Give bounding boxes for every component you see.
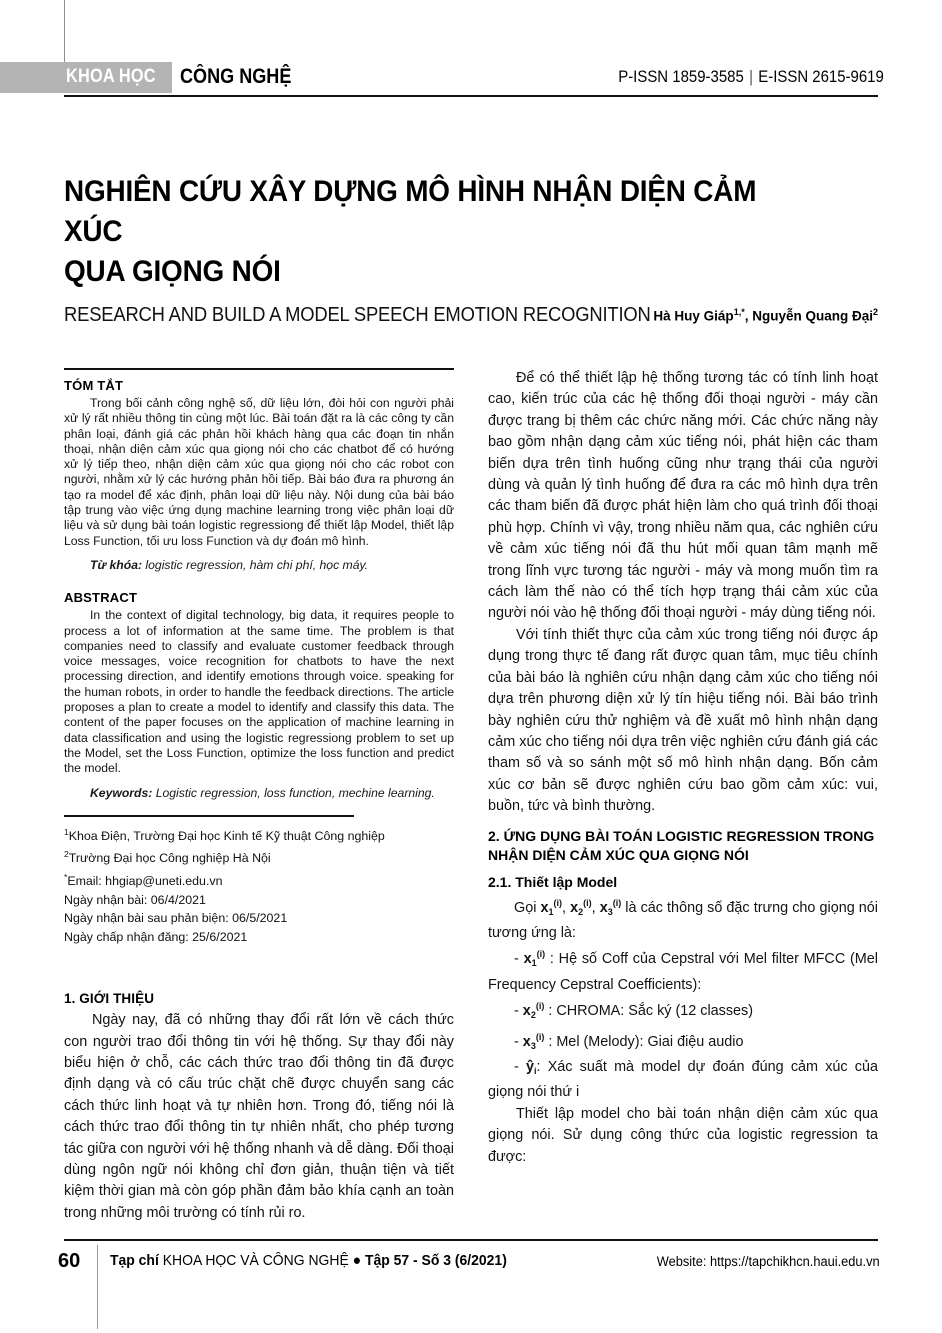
x3-sup: (i)	[612, 897, 622, 908]
intro-sep-2: ,	[591, 899, 600, 916]
x1-sup: (i)	[553, 897, 563, 908]
heading-section-1: 1. GIỚI THIỆU	[64, 991, 155, 1007]
math-var-x2	[570, 897, 592, 917]
header-band	[0, 62, 942, 93]
b2-sup: (i)	[535, 1001, 545, 1012]
affiliation-1	[64, 823, 454, 846]
x1-base: x	[540, 899, 549, 916]
bullet-2-text: : CHROMA: Sắc ký (12 classes)	[544, 1003, 754, 1020]
spacer-3	[64, 963, 454, 980]
keywords-vi-value: logistic regression, hàm chi phí, học máy.	[142, 557, 369, 572]
header-badge-khoahoc: KHOA HỌC	[66, 66, 156, 87]
x1-sub: 1	[548, 906, 554, 917]
b1-base: x	[523, 951, 532, 968]
yhat-base: ŷ	[525, 1058, 534, 1075]
section1-paragraph-1: Ngày nay, đã có những thay đổi rất lớn về cách thức con người trao đổi thông tin với hệ thống. Sự thay đổi này biểu hiện ở chỗ, các cách thức trao đổi thông tin đã được định dạng và có cấu trúc chặt chẽ được chuyển sang các cách thức linh hoạt và tự nhiên hơn. Trong đó, tiếng nói là cách thức trao đổi thông tin tự nhiên nhất, cho phép tương tác giữa con người với hệ thống nhanh và dễ dàng. Đối thoại dùng ngôn ngữ nói không chỉ đơn giản, thuận tiện và tiết kiệm thời gian mà còn góp phần đảm bảo khía cạnh an toàn trong những môi trường có tính rủi ro.	[64, 1012, 454, 1221]
issn-online: E-ISSN 2615-9619	[758, 67, 884, 86]
date-revised: Ngày nhận bài sau phản biện: 06/5/2021	[64, 911, 288, 926]
affiliation-block	[64, 823, 454, 946]
left-column	[64, 368, 454, 1224]
spacer-1	[64, 573, 454, 590]
footer-vertical-rule	[97, 1245, 98, 1329]
title-vn-line1: NGHIÊN CỨU XÂY DỰNG MÔ HÌNH NHẬN DIỆN CẢM XÚC	[64, 175, 757, 248]
email-text: Email: hhgiap@uneti.edu.vn	[67, 874, 223, 889]
footer-journal-name: KHOA HỌC VÀ CÔNG NGHỆ	[162, 1252, 349, 1269]
footer-journal-prefix: Tạp chí	[110, 1252, 163, 1269]
math-var-b3	[522, 1031, 545, 1051]
intro-post: là các thông số đặc trưng cho giọng nói tương ứng là:	[488, 899, 878, 941]
date-received: Ngày nhận bài: 06/4/2021	[64, 892, 206, 907]
b1-sub: 1	[531, 958, 537, 969]
author-line	[64, 307, 878, 324]
footer-journal-info	[110, 1252, 507, 1269]
abstract-vietnamese-body: Trong bối cảnh công nghệ số, dữ liệu lớn, đòi hỏi con người phải xử lý rất nhiều thông tin cùng một lúc. Bài toán đặt ra là các công ty cần phân loại, đánh giá các phản hồi khách hàng qua các đoạn tin nhắn thoại, nhận diện cảm xúc qua giọng nói cho các chatbot để có hướng xử lý tiếp theo, nhận diện cảm xúc qua giọng nói cho các robot con người, nhằm xử lý các hướng phản hồi tiếp. Bài báo đưa ra phương án tạo ra model để xác định, phân loại dữ liệu này. Nội dung của bài báo tập trung vào việc ứng dụng machine learning trong việc phân loại dữ liệu và sử dụng bài toán logistic regressiong để thiết lập Model, thiết lập Loss Function, tối ưu loss Function và dự đoán mô hình.	[64, 396, 454, 548]
author-name-2: Nguyễn Quang Đại	[752, 308, 873, 324]
math-var-b2	[523, 1003, 545, 1019]
b2-base: x	[522, 1003, 531, 1020]
keywords-en-label: Keywords:	[90, 785, 153, 800]
footer-volume: Tập 57 - Số 3 (6/2021)	[364, 1252, 507, 1269]
affiliation-2-text: Trường Đại học Công nghiệp Hà Nội	[68, 851, 271, 866]
heading-tomtat: TÓM TẮT	[64, 378, 124, 393]
math-var-x3	[599, 897, 622, 917]
affiliation-1-text: Khoa Điện, Trường Đại học Kinh tế Kỹ thuật Công nghiệp	[68, 828, 385, 843]
corresponding-email	[64, 868, 454, 891]
x2-sub: 2	[578, 906, 584, 917]
keywords-english	[64, 786, 454, 801]
footer-rule	[64, 1239, 878, 1241]
keywords-en-value: Logistic regression, loss function, mechine learning.	[152, 785, 435, 800]
heading-abstract: ABSTRACT	[64, 590, 138, 606]
affiliation-2-sup: 2	[64, 849, 69, 860]
spacer-2	[64, 946, 454, 963]
b1-sup: (i)	[536, 949, 546, 960]
intro-sep-1: ,	[562, 899, 571, 916]
math-var-x1	[540, 897, 563, 917]
x3-base: x	[599, 899, 608, 916]
feature-bullet-3	[488, 1027, 878, 1057]
issn-separator: |	[749, 67, 754, 86]
footer-website: Website: https://tapchikhcn.haui.edu.vn	[657, 1254, 880, 1269]
header-issn	[618, 67, 884, 87]
bullet-3-dash: -	[514, 1033, 523, 1050]
math-var-b1	[524, 951, 546, 967]
b3-sub: 3	[530, 1040, 536, 1051]
x2-sup: (i)	[583, 897, 592, 908]
bullet-1-text: : Hệ số Coff của Cepstral với Mel filter MFCC (Mel Frequency Cepstral Coefficients):	[488, 951, 878, 993]
b3-base: x	[522, 1033, 531, 1050]
author-comma: ,	[744, 308, 753, 324]
affiliation-rule	[64, 815, 354, 817]
issn-print: P-ISSN 1859-3585	[618, 67, 744, 86]
email-sup: *	[64, 872, 68, 883]
footer-page-number: 60	[58, 1250, 81, 1272]
heading-section-2: 2. ỨNG DỤNG BÀI TOÁN LOGISTIC REGRESSION TRONG NHẬN DIỆN CẢM XÚC QUA GIỌNG NÓI	[488, 827, 875, 863]
bullet-2-dash: -	[514, 1003, 523, 1020]
author-name-1: Hà Huy Giáp	[653, 308, 734, 324]
bullet-4-dash: -	[514, 1058, 526, 1075]
section2-intro	[488, 893, 878, 945]
heading-section-2-1: 2.1. Thiết lập Model	[488, 873, 618, 890]
keywords-vi-label: Từ khóa:	[90, 557, 143, 572]
feature-bullet-1	[488, 944, 878, 996]
affiliation-2	[64, 845, 454, 868]
author-sup-2: 2	[872, 307, 878, 317]
b3-sup: (i)	[535, 1031, 545, 1042]
page-title-english: RESEARCH AND BUILD A MODEL SPEECH EMOTION RECOGNITION	[64, 304, 651, 326]
date-accepted: Ngày chấp nhận đăng: 25/6/2021	[64, 929, 248, 944]
b2-sub: 2	[530, 1010, 536, 1021]
title-vn-line2: QUA GIỌNG NÓI	[64, 255, 281, 288]
header-badge-congnghe: CÔNG NGHỆ	[180, 65, 292, 88]
header-top-vertical-rule	[64, 0, 65, 62]
bullet-3-text: : Mel (Melody): Giai điệu audio	[544, 1033, 744, 1050]
intro-pre: Gọi	[514, 899, 541, 916]
x3-sub: 3	[607, 906, 613, 917]
left-column-rule	[64, 368, 454, 370]
feature-bullet-2	[488, 996, 878, 1026]
section1-paragraph-2: Để có thể thiết lập hệ thống tương tác có tính linh hoạt cao, kiến trúc của các hệ thống đối thoại người - máy cần được trang bị thêm các chức năng mới. Các chức năng này bao gồm nhận dạng cảm xúc tiếng nói, phát hiện các tham biến dựa trên tình huống cũng như trạng thái của người dùng và quản lý tình huống để đưa ra các mô hình dựa trên các tham biến đã được phát hiện làm cho quá trình đối thoại phù hợp. Chính vì vậy, trong nhiều năm qua, các nghiên cứu về cảm xúc tiếng nói đã thu hút mối quan tâm mạnh mẽ trong lĩnh vực tương tác người - máy và mong muốn tìm ra cách làm thế nào có thể tích hợp trạng thái cảm xúc của người nói vào hệ thống đối thoại người - máy dùng tiếng nói.	[488, 370, 878, 622]
abstract-english-body: In the context of digital technology, big data, it requires people to process a lot of information at the same time. The problem is that companies need to classify and evaluate customer feedback through voice messages, voice recognition for chatbots to have the next processing direction, and identify emotions through voice. speaking for the human robots, in order to handle the feedback directions. The article proposes a plan to create a model to identify and classify this data. The content of the paper focuses on the application of machine learning in data classification and using the logistic regressiong problem to set up the Model, set the Loss Function, optimize the loss function and predict the model.	[64, 608, 454, 776]
page-title-vietnamese	[64, 172, 821, 292]
author-sup-1: 1,*	[733, 307, 745, 317]
section1-paragraph-3: Với tính thiết thực của cảm xúc trong tiếng nói được áp dụng trong thực tế đang rất được quan tâm, mục tiêu chính của bài báo là nghiên cứu nhận dạng cảm xúc cho tiếng nói dựa trên phương diện xử lý tín hiệu tiếng nói. Bài báo trình bày nghiên cứu thử nghiệm và đề xuất mô hình nhận dạng cảm xúc cho tiếng nói dựa trên việc nghiên cứu đánh giá các tham số và so sánh một số mô hình nhận dạng. Bốn cảm xúc cơ bản sẽ được nghiên cứu bao gồm cảm xúc: vui, buồn, tức và bình thường.	[488, 626, 878, 815]
affiliation-1-sup: 1	[64, 826, 69, 837]
title-block	[64, 172, 878, 327]
feature-bullet-4	[488, 1057, 878, 1104]
x2-base: x	[570, 899, 579, 916]
bullet-4-text: : Xác suất mà model dự đoán đúng cảm xúc của giọng nói thứ i	[488, 1058, 878, 1101]
footer-bullet: ●	[348, 1252, 365, 1269]
keywords-vietnamese	[64, 558, 454, 573]
yhat-sub: i	[534, 1065, 537, 1076]
section2-closing-paragraph: Thiết lập model cho bài toán nhận diện cảm xúc qua giọng nói. Sử dụng công thức của logistic regression ta được:	[488, 1105, 878, 1165]
spacer-4	[64, 980, 454, 991]
right-column	[488, 368, 878, 1168]
math-var-yhat	[526, 1059, 537, 1075]
header-rule	[64, 95, 878, 97]
bullet-1-dash: -	[514, 951, 524, 968]
